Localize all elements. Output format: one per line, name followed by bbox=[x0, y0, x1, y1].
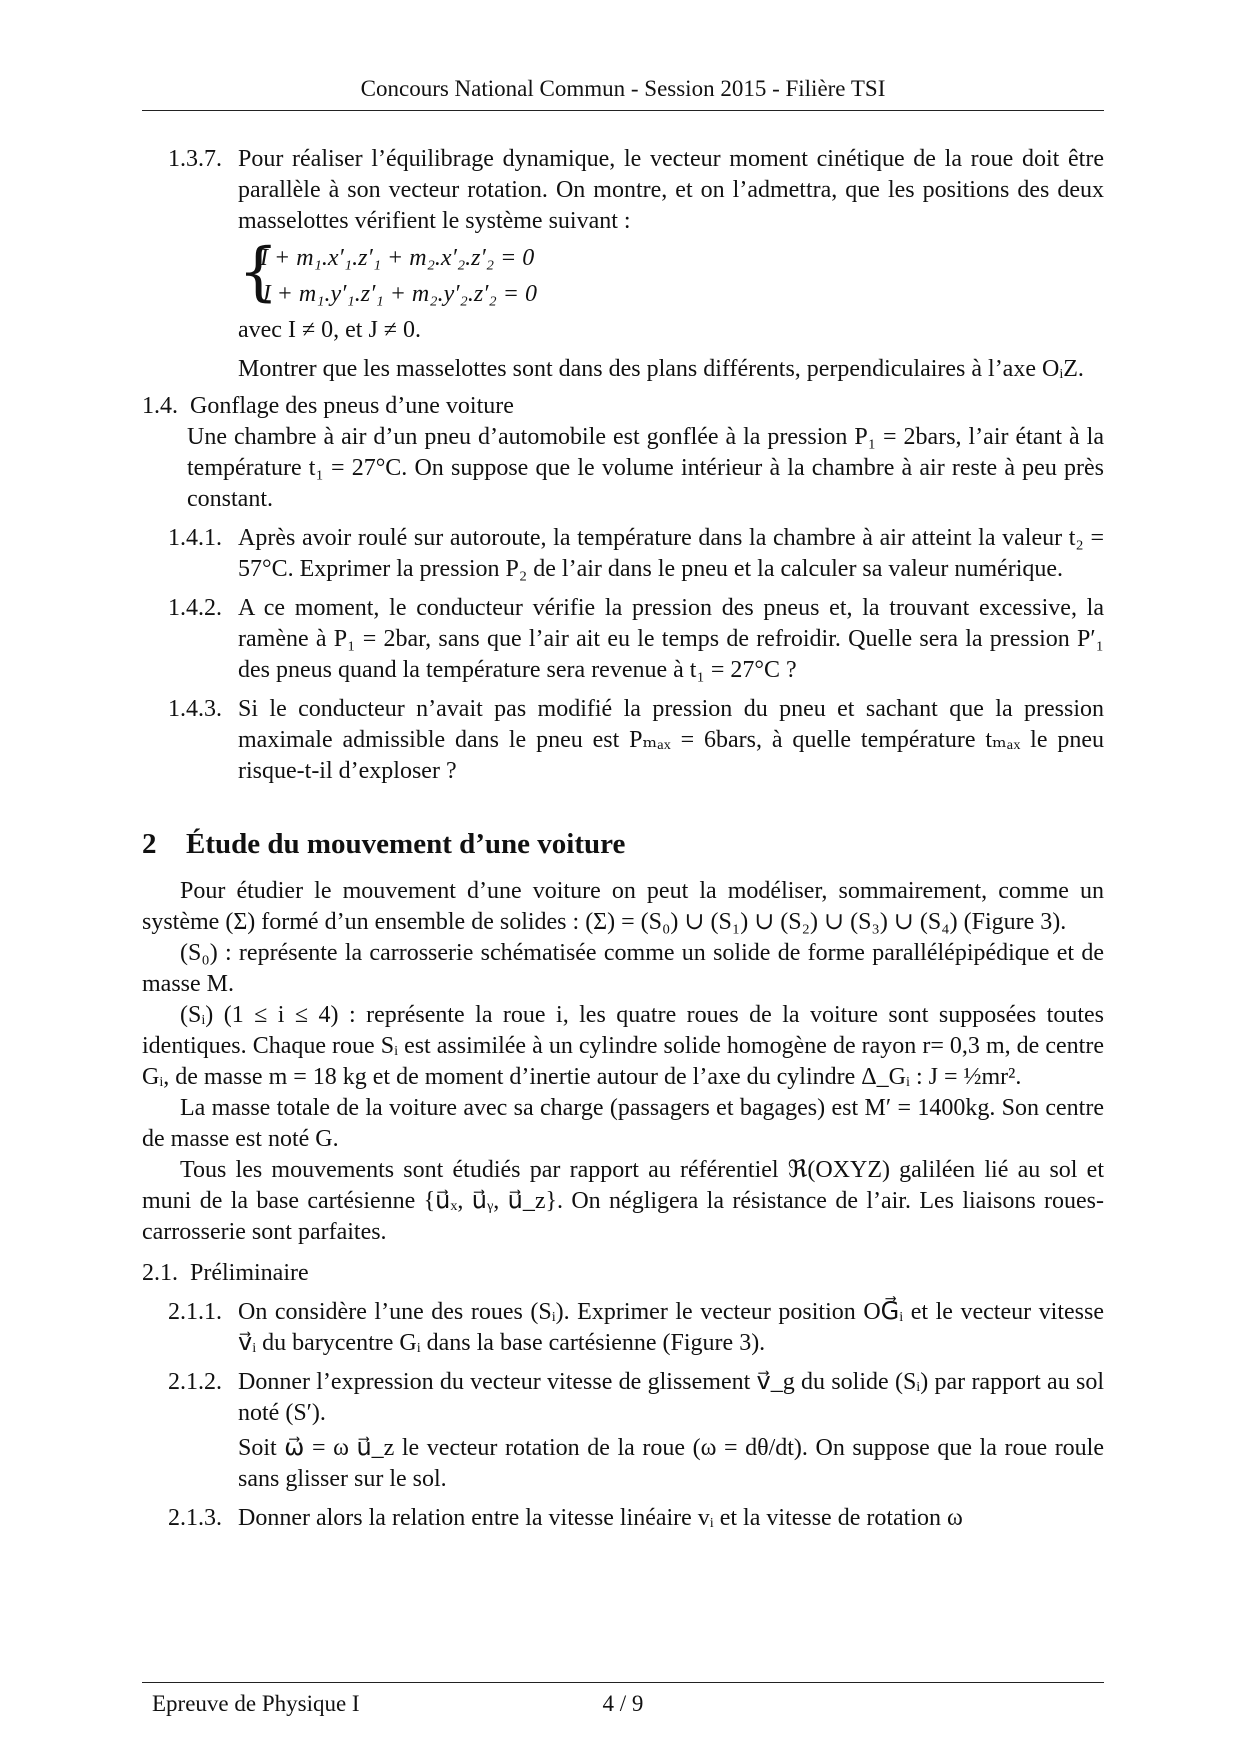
subsection-2-1 bbox=[142, 1258, 1104, 1289]
question-ask: Montrer que les masselottes sont dans des plans différents, perpendiculaires à l’axe OᵢZ. bbox=[238, 356, 1084, 382]
page-footer bbox=[142, 1682, 1104, 1716]
condition-line: avec I ≠ 0, et J ≠ 0. bbox=[238, 317, 421, 343]
subsection-number: 2.1. bbox=[142, 1260, 178, 1286]
page-header bbox=[142, 76, 1104, 111]
paragraph: La masse totale de la voiture avec sa charge (passagers et bagages) est M′ = 1400kg. Son centre de masse est noté G. bbox=[142, 1095, 1104, 1152]
section-title: Étude du mouvement d’une voiture bbox=[186, 828, 626, 860]
header-title: Concours National Commun - Session 2015 - Filière TSI bbox=[360, 76, 886, 101]
question-2-1-2: 2.1.2. Donner l’expression du vecteur vitesse de glissement v⃗_g du solide (Sᵢ) par rapport au sol noté (S′). bbox=[168, 1369, 1104, 1426]
question-2-1-1: 2.1.1. On considère l’une des roues (Sᵢ). Exprimer le vecteur position OG⃗ᵢ et le vecteur vitesse v⃗ᵢ du barycentre Gᵢ dans la base cartésienne (Figure 3). bbox=[168, 1299, 1104, 1356]
subsection-intro: Une chambre à air d’un pneu d’automobile est gonflée à la pression P₁ = 2bars, l’air étant à la température t₁ = 27°C. On suppose que le volume intérieur à la chambre à air reste à peu près constant. bbox=[187, 424, 1104, 512]
question-1-4-1: 1.4.1. Après avoir roulé sur autoroute, la température dans la chambre à air atteint la valeur t₂ = 57°C. Exprimer la pression P₂ de l’air dans le pneu et la calculer sa valeur numérique. bbox=[168, 525, 1104, 582]
subsection-number: 1.4. bbox=[142, 393, 178, 419]
paragraph: Pour étudier le mouvement d’une voiture on peut la modéliser, sommairement, comme un système (Σ) formé d’un ensemble de solides : (Σ) = (S₀) ∪ (S₁) ∪ (S₂) ∪ (S₃) ∪ (S₄) (Figure 3). bbox=[142, 878, 1104, 935]
subsection-title: Gonflage des pneus d’une voiture bbox=[190, 393, 514, 419]
section-number: 2 bbox=[142, 828, 157, 860]
equation-1: I + m₁.x′₁.z′₁ + m₂.x′₂.z′₂ = 0 bbox=[260, 245, 535, 271]
brace-symbol: { bbox=[238, 235, 279, 309]
section-2-heading bbox=[142, 829, 1104, 860]
subsection-1-4 bbox=[142, 391, 1104, 422]
question-1-3-7 bbox=[142, 144, 1104, 237]
footer-exam-title: Epreuve de Physique I bbox=[152, 1691, 360, 1716]
paragraph: (S₀) : représente la carrosserie schématisée comme un solide de forme parallélépipédique et de masse M. bbox=[142, 940, 1104, 997]
paragraph: Tous les mouvements sont étudiés par rapport au référentiel ℜ(OXYZ) galiléen lié au sol et muni de la base cartésienne {u⃗ₓ, u⃗ᵧ, u⃗_z}. On négligera la résistance de l’air. Les liaisons roues-carrosserie sont parfaites. bbox=[142, 1157, 1104, 1245]
question-2-1-2-extra: Soit ω⃗ = ω u⃗_z le vecteur rotation de la roue (ω = dθ/dt). On suppose que la roue roule sans glisser sur le sol. bbox=[238, 1435, 1104, 1492]
equation-system bbox=[238, 235, 1104, 315]
paragraph: (Sᵢ) (1 ≤ i ≤ 4) : représente la roue i, les quatre roues de la voiture sont supposées toutes identiques. Chaque roue Sᵢ est assimilée à un cylindre solide homogène de rayon r= 0,3 m, de centre Gᵢ, de masse m = 18 kg et de moment d’inertie autour de l’axe du cylindre Δ_Gᵢ : J = ½mr². bbox=[142, 1002, 1104, 1090]
question-text: Pour réaliser l’équilibrage dynamique, le vecteur moment cinétique de la roue doit être parallèle à son vecteur rotation. On montre, et on l’admettra, que les positions des deux masselottes vérifient le système suivant : bbox=[238, 146, 1104, 234]
equation-2: J + m₁.y′₁.z′₁ + m₂.y′₂.z′₂ = 0 bbox=[260, 281, 537, 307]
page-number: 4 / 9 bbox=[602, 1691, 644, 1716]
question-1-4-3: 1.4.3. Si le conducteur n’avait pas modifié la pression du pneu et sachant que la pression maximale admissible dans le pneu est Pₘₐₓ = 6bars, à quelle température tₘₐₓ le pneu risque-t-il d’exploser ? bbox=[168, 696, 1104, 784]
question-1-4-2: 1.4.2. A ce moment, le conducteur vérifie la pression des pneus et, la trouvant excessive, la ramène à P₁ = 2bar, sans que l’air ait eu le temps de refroidir. Quelle sera la pression P′₁ des pneus quand la température sera revenue à t₁ = 27°C ? bbox=[168, 595, 1104, 683]
question-number: 1.3.7. bbox=[168, 146, 222, 172]
question-2-1-3: 2.1.3. Donner alors la relation entre la vitesse linéaire vᵢ et la vitesse de rotation ω bbox=[168, 1505, 963, 1531]
page-body bbox=[142, 144, 1104, 1534]
subsection-title: Préliminaire bbox=[190, 1260, 309, 1286]
